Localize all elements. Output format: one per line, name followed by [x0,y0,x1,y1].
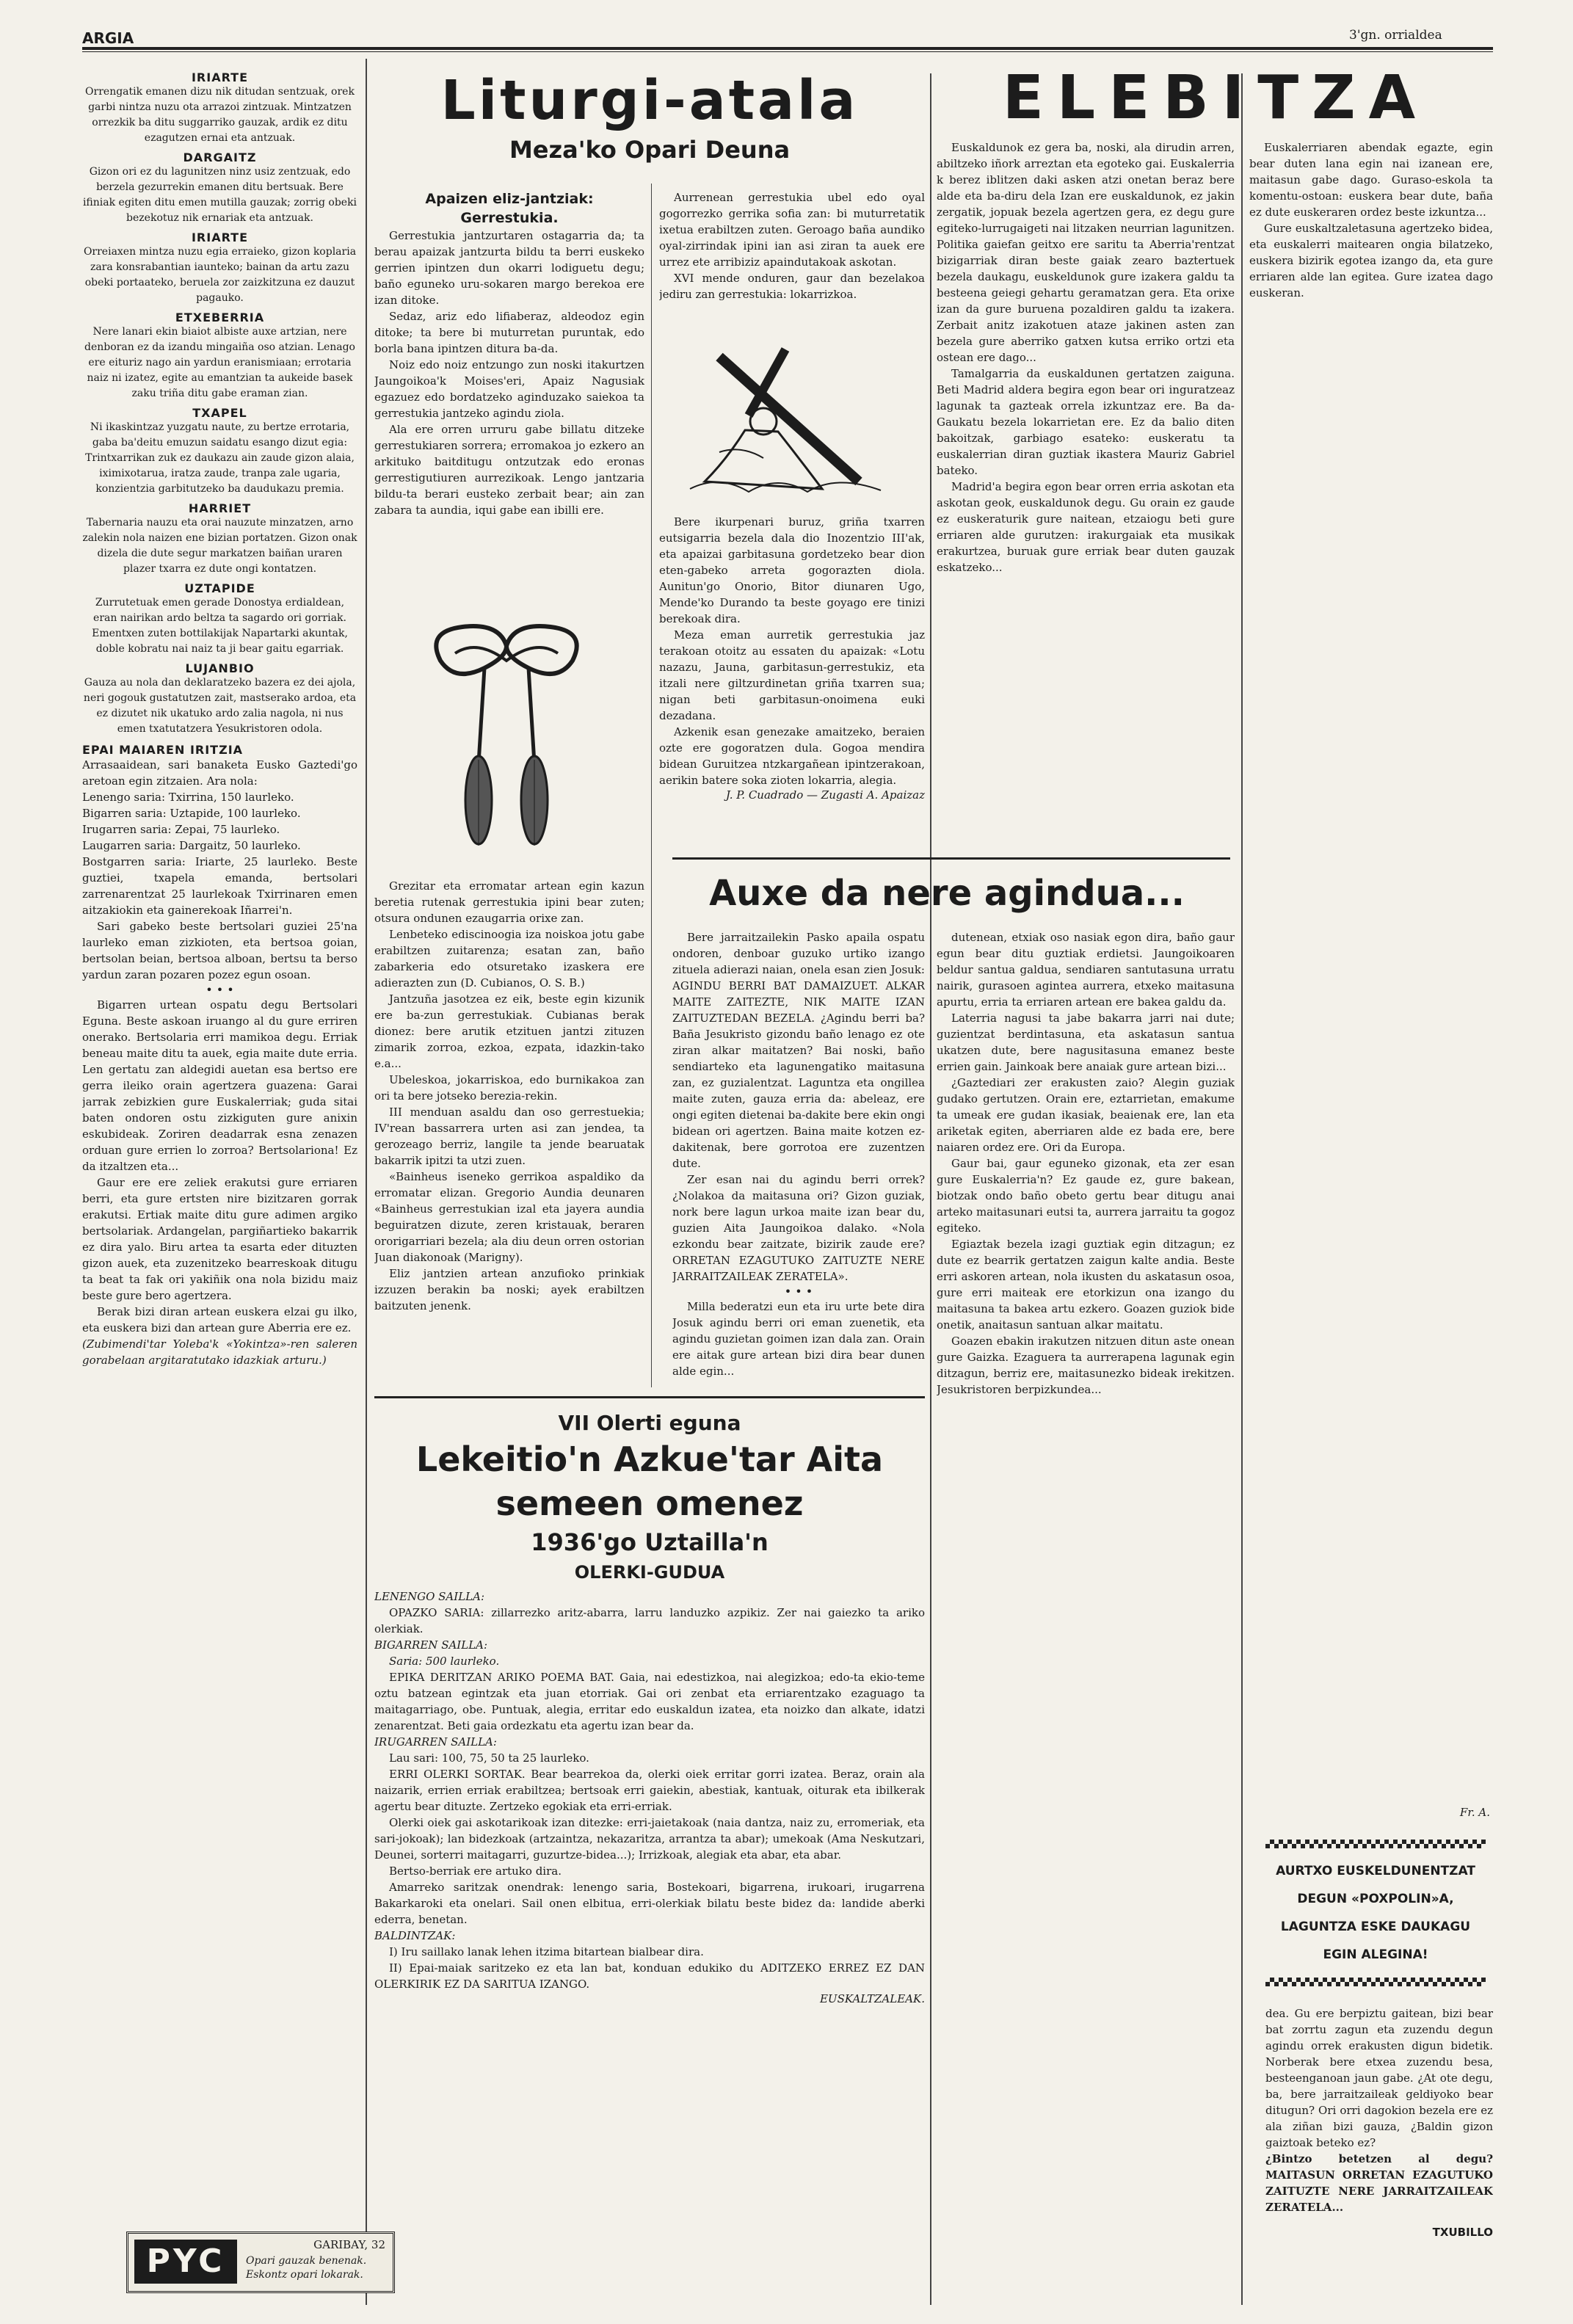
paragraph: Lau sari: 100, 75, 50 ta 25 laurleko. [389,1751,589,1765]
inner-divider [651,184,652,1387]
liturgi-title: Liturgi-atala [440,69,859,132]
paragraph: dutenean, etxiak oso nasiak egon dira, baño gaur egun bear ditu guztiak erdietsi. Jaungoikoaren beldur santua galdua, sendiaren santutasuna urratu nairik, gurasoen agintea aurrera, etxeko maitasuna apurtu, erria ta erriaren artean ere bakea galdu da. [937,931,1235,1009]
elebitza-section [937,62,1494,135]
paragraph: Grezitar eta erromatar artean egin kazun beretia rutenak gerrestukia ipini bear zuten; otsura ondunen ezaugarria orixe zan. [374,879,644,925]
checker-border-bottom [1265,1978,1486,1986]
paragraph: Olerki oiek gai askotarikoak izan ditezke: erri-jaietakoak (naia dantza, naiz zu, erromeriak, eta sari-jokoak); lan bidezkoak (artzaintza, nekazaritza, arrantza ta abar); umekoak (Ama Neskutzari, Deunei, sorterri maitagarri, guzurtze-bidea...); Irrizkoak, alegiak eta abar, eta abar. [374,1816,925,1862]
header-right: 3'gn. orrialdea [1349,28,1442,43]
signature: Fr. A. [1459,1806,1490,1819]
section-heading: IRIARTE [191,70,249,84]
paragraph: Ubeleskoa, jokarriskoa, edo burnikakoa zan ori ta bere jotseko berezia-rekin. [374,1073,644,1103]
header-left: ARGIA [82,29,134,47]
pyc-advertisement[interactable] [126,2232,395,2293]
verse: Gizon ori ez du lagunitzen ninz usiz zentzuak, edo berzela gezurrekin emanen ditu bertsuak. Bere ifiniak egiten ditu emen mutilla gauzak; zorrig obeki bezekotuz nik ernariak eta antzuak. [82,166,357,224]
paragraph: Bere ikurpenari buruz, griña txarren eutsigarria bezela dala dio Inozentzio III'ak, eta apaizai garbitasuna gordetzeko bear dion eten-gabeko arreta gogorazten diola. Aunitun'go Onorio, Bitor diunaren Ugo, Mende'ko Durando ta beste goyago ere tinizi berekoak dira. [659,515,925,625]
section-heading: EPAI MAIAREN IRITZIA [82,743,244,757]
pyc-logo: PYC [134,2240,237,2284]
paragraph: Saria: 500 laurleko. [389,1655,500,1668]
paragraph: Zer esan nai du agindu berri orrek? ¿Nolakoa da maitasuna ori? Gizon guziak, nork bere lagun urkoa maite izan bear du, guzien Aita Jaungoikoa dalako. «Nola ezkondu bear zaitzate, bizirik zaude ere? ORRETAN EZAGUTUKO ZAITUZTE NERE JARRAITZAILEAK ZERATELA». [672,1173,925,1283]
paragraph: Eliz jantzien artean anzufioko prinkiak izzuzen berakin ba noski; ayek erabiltzen baitzuten jenenk. [374,1267,644,1312]
appeal-line: DEGUN «POXPOLIN»A, [1297,1892,1454,1906]
subheading: BIGARREN SAILLA: [374,1638,488,1652]
paragraph: Egiaztak bezela izagi guztiak egin ditzagun; ez dute ez bearrik gertatzen zaigun kalte andia. Beste erri askoren artean, nola ikusten du askatasun osoa, gure erri maiteak ere etorkizun ona izango du maitasuna ta bakea artu ezkero. Goazen guziok bide onetik, anaitasun santuan alkar maitatu. [937,1238,1235,1332]
credit-note: (Zubimendi'tar Yoleba'k «Yokintza»-ren saleren gorabelaan argitaratutako idazkiak arturu.) [82,1337,357,1367]
paragraph: Bere jarraitzailekin Pasko apaila ospatu ondoren, denboar guzuko urtiko izango zituela adierazi naian, onela esan zien Josuk: AGINDU BERRI BAT DAMAIZUET. ALKAR MAITE ZAITEZTE, NIK MAITE IZAN ZAITUZTEDAN BEZELA. ¿Agindu berri ba? Baña Jesukristo gizondu baño lenago ez ote ziran alkar maitatzen? Bai noski, baño sendiarteko eta lagunengatiko maitasuna zan, ez guzialentzat. Laguntza eta ongillea maite zuten, gauza erria da: abeleaz, ere ongi egiten dietenai ba-dakite bere ekin ongi bidean ori agertzen. Baina maite kotzen ez-dakitenak, bere gorrotoa ere zuzentzen dute. [672,931,925,1170]
section-rule [374,1396,925,1398]
section-heading: IRIARTE [191,230,249,244]
liturgi-col-b-bottom [659,514,925,802]
paragraph: I) Iru saillako lanak lehen itzima bitartean bialbear dira. [389,1945,704,1958]
paragraph: EPIKA DERITZAN ARIKO POEMA BAT. Gaia, nai edestizkoa, nai alegizkoa; edo-ta ekio-teme oztu batzean egintzak eta juan etorriak. Gai ori zenbat eta erriarentzako ezaguago ta maitagarriago, obe. Puntuak, alegia, erritar edo euskaldun izatea, eta noizko dan alkate, idatzi zenarentzat. Beti gaia ordezkatu eta agertu izan bear da. [374,1671,925,1732]
olerti-section [374,1409,925,2005]
paragraph: III menduan asaldu dan oso gerrestuekia; IV'rean bassarrera urten asi zan jendea, ta gerozeago berriz, langile ta jende bearuatak bakarrik ipitzi ta utzi zuen. [374,1105,644,1167]
paragraph: XVI mende onduren, gaur dan bezelakoa jediru zan gerrestukia: lokarrizkoa. [659,272,925,301]
verse: Tabernaria nauzu eta orai nauzute minzatzen, arno zalekin nola naizen ene bizian portatzen. Gizon onak dizela die dute segur markatzen baiñan uraren plazer txarra ez dute ongi kontatzen. [82,517,357,575]
agindua-col-a [672,929,925,1384]
verse: Orrengatik emanen dizu nik ditudan sentzuak, orek garbi nintza nuzu ota arrazoi zintzuak. Mintzatzen orrezkik ba ditu suggarriko gauzak, ardik ez ditu ezagutzen ernai eta antzuak. [85,86,355,144]
poxpolin-appeal-box [1265,1840,1486,1986]
verse: Zurrutetuak emen gerade Donostya erdialdean, eran nairikan ardo beltza ta sagardo ori gorriak. Ementxen zuten bottilakijak Napartarki akuntak, doble kobratu nai naiz ta ji bear gaitu egarriak. [92,597,348,655]
paragraph: dea. Gu ere berpiztu gaitean, bizi bear bat zorrtu zagun eta zuzendu degun agindu orrek erakusten digun bidetik. Norberak bere etxea zuzendu besa, besteenganoan jaun gabe. ¿At ote degu, ba, bere jarraitzaileak geldiyoko bear ditugun? Ori orri dagokion bezela ere ez ala ziñan bizi gauza, ¿Baldin gizon gaiztoak beteko ez? [1265,2007,1493,2149]
verse: Gauza au nola dan deklaratzeko bazera ez dei ajola, neri gogouk gustatutzen zait, mastserako ardoa, eta ez dizutet nik ukatuko ardo zalia nagola, ni nus emen txatutatzera Yesukristoren odola. [83,677,357,735]
paragraph: Milla bederatzi eun eta iru urte bete dira Josuk agindu berri ori eman zuenetik, eta agindu guzietan goimen izan dala zan. Orain ere aitak gure artean bizi dira bear dunen alde egin... [672,1300,925,1378]
section-heading: TXAPEL [192,406,247,420]
paragraph: Euskalerriaren abendak egazte, egin bear duten lana egin nai izanean ere, maitasun gabe dago. Guraso-eskola ta komentu-ostoan: euskera bear dute, baña ez dute euskeraren ordez beste izkuntza... [1249,141,1493,219]
organizer: EUSKALTZALEAK. [819,1992,925,2005]
section-heading: ETXEBERRIA [175,311,265,324]
olerti-kicker: VII Olerti eguna [558,1411,741,1435]
paragraph: ERRI OLERKI SORTAK. Bear bearrekoa da, olerki oiek erritar gorri izatea. Beraz, orain ala naizarik, errien erriak erabiltzea; bertsoak erri gaiekin, abestiak, kantuak, oiturak eta ibilkerak agertu bear dituzte. Zertzeko egokiak eta erri-erriak. [374,1768,925,1813]
olerti-section-label: OLERKI-GUDUA [574,1562,725,1583]
paragraph: Azkenik esan genezake amaitzeko, beraien ozte ere gogoratzen dula. Gogoa mendira bidean Guruitzea ntzkargañean ipintzerakoan, aerikin batere soka zioten lokarria, alegia. [659,725,925,787]
liturgi-section-head: Apaizen eliz-jantziak: Gerrestukia. [425,191,594,226]
liturgi-col-b [659,189,925,302]
olerti-title-1: Lekeitio'n Azkue'tar Aita [415,1439,884,1479]
paragraph: «Bainheus iseneko gerrikoa aspaldiko da erromatar elizan. Gregorio Aundia deunaren «Bainheus gerrestukian izal eta jayera aundia beguiratzen dizute, zeren kristauak, beraren ororigarriari bezela; ala diu deun orren ostorian Juan diakonoak (Marigny). [374,1170,644,1264]
verse: Orreiaxen mintza nuzu egia erraieko, gizon koplaria zara konsrabantian iaunteko; bainan da artu zazu obeki portaateko, beruela zor zaizkitzuna ez dauzut pagauko. [83,246,357,304]
section-heading: HARRIET [188,501,252,515]
olerti-title-2: semeen omenez [495,1484,804,1523]
subheading: BALDINTZAK: [374,1929,456,1942]
section-heading: UZTAPIDE [184,581,255,595]
paragraph: ¿Bintzo betetzen al degu? MAITASUN ORRETAN EZAGUTUKO ZAITUZTE NERE JARRAITZAILEAK ZERATELA... [1265,2152,1493,2214]
liturgi-col-a [374,189,644,518]
elebitza-title: ELEBITZA [1002,63,1429,133]
signature: J. P. Cuadrado — Zugasti A. Apaizaz [725,788,925,802]
checker-border-top [1265,1840,1486,1848]
prize-item: Irugarren saria: Zepai, 75 laurleko. [82,823,280,836]
ad-address: GARIBAY, 32 [313,2238,385,2251]
prize-item: Bigarren saria: Uztapide, 100 laurleko. [82,807,301,820]
paragraph: Tamalgarria da euskaldunen gertatzen zaiguna. Beti Madrid aldera begira egon bear ori inguratzeaz lagunak ta gazteak orrela izkuntzaz ere. Ba da-Gaukatu bezela lokarrietan ere. Ez da balio diten bakoitzak, garbiago esateko: euskeratu ta euskalerrian diran guztiak ikastera Mauriz Gabriel bateko. [937,367,1235,477]
appeal-line: LAGUNTZA ESKE DAUKAGU [1280,1920,1471,1934]
paragraph: Berak bizi diran artean euskera elzai gu ilko, eta euskera bizi dan artean gure Aberria ere ez. [82,1305,357,1335]
paragraph: Gure euskaltzaletasuna agertzeko bidea, eta euskalerri maitearen ongia bilatzeko, euskera bizirik egotea izango da, eta gure erriaren alde lan egitea. Gure izatea dago euskeran. [1249,222,1493,299]
paragraph: Meza eman aurretik gerrestukia jaz terakoan otoitz au essaten du apaizak: «Lotu nazazu, Jauna, garbitasun-gerrestukiz, eta itzali nere giltzurdinetan griña txarren sua; nigan beti garbitasun-onoimena euki dezadana. [659,628,925,722]
agindua-section [661,868,1233,919]
subheading: IRUGARREN SAILLA: [374,1735,497,1749]
column-divider [366,59,367,2305]
paragraph: Madrid'a begira egon bear orren erria askotan eta askotan geok, euskaldunok degu. Gu orain ez gaude ez euskeraturik gure naitean, etzaiogu beti gure erriaren alde gurutzen: irakurgaiak eta musikak erakurtzea, buruak gure erriak bear duten gauzak eskatzeko... [937,480,1235,574]
paragraph: Lenbeteko ediscinoogia iza noiskoa jotu gabe erabiltzen zuitarenza; esatan zan, baño zabarkeria edo otsuretako izaskera ere adierazten zun (D. Cubianos, O. S. B.) [374,928,644,989]
appeal-line: AURTXO EUSKELDUNENTZAT [1276,1864,1475,1878]
paragraph: Sari gabeko beste bertsolari guziei 25'na laurleko eman zizkioten, eta bertsoa goian, bertsolan beian, bertsoa alboan, bertsu ta berso yardun zaran pozaren pozez egun osoan. [82,920,357,981]
separator-stars: • • • [206,983,234,997]
paragraph: Euskaldunok ez gera ba, noski, ala dirudin arren, abiltzeko iñork arreztan eta egoteko gai. Euskalerria k berez iblitzen daki asken atzi onetan beraz bere alde eta ba-diru dela Izan ere euskaldunok, ez jakin zergatik, jopuak bezela agertzen gera, ez degu gure egiteko-lurrugaigeti nai litzaken neurrian lagunitzen. Politika gaiefan geitxo ere saritu ta Aberria'rentzat bizigarriak diran beste gaiak zearo baztertuek bezela daukagu, euskeldunok gure izakera galdu ta besteena geiegi gehartu geramatzan gera. Eta orixe izan da gure buruena pozaldiren galdu ta izakera. Zerbait anitz izakotuen ataze jakinen asten zan bezela gure aberriko gatxen kutsa erriko ortzi eta ostean ere dago... [937,141,1235,364]
liturgi-subtitle: Meza'ko Opari Deuna [509,136,791,164]
paragraph: Noiz edo noiz entzungo zun noski itakurtzen Jaungoikoa'k Moises'eri, Apaiz Nagusiak egazuez edo bordatzeko aginduzako saiekoa ta gerrestukia jantzeko agindu ziola. [374,358,644,420]
liturgi-section [374,68,925,164]
bertsolari-column [82,70,357,1368]
paragraph: Bertso-berriak ere artuko dira. [389,1864,562,1878]
paragraph: OPAZKO SARIA: zillarrezko aritz-abarra, larru landuzko azpikiz. Zer nai gaiezko ta ariko olerkiak. [374,1606,925,1635]
paragraph: Ala ere orren urruru gabe billatu ditzeke gerrestukiaren sorrera; erromakoa jo ezkero an arkituko baitditugu ontzutzak edo eronas gerrestigutiuren aurrezikoak. Lengo jantzaria bildu-ta berari eusteko zerbait bear; ain zan zabara ta aundia, iqui gabe ean ibilli ere. [374,423,644,517]
paragraph: Bostgarren saria: Iriarte, 25 laurleko. Beste guztiei, txapela emanda, bertsolari zarrenarentzat 25 laurlekoak Txirrinaren emen aitzakiokin eta gainerekoak Iñarrei'n. [82,855,357,917]
column-divider [1241,73,1243,2305]
elebitza-col-b [1249,139,1493,1608]
paragraph: Gaur bai, gaur eguneko gizonak, eta zer esan gure Euskalerria'n? Ez gaude ez, gure bakean, biotzak ondo baño obeto gertu bear ditugu anai arteko maitasunari eutsi ta, aurrera jarraitu ta gogoz egiteko. [937,1157,1235,1235]
paragraph: Amarreko saritzak onendrak: lenengo saria, Bostekoari, bigarrena, irukoari, irugarrena Bakarkaroki eta onelari. Sail onen elbitua, erri-olerkiak bilatu beste bidez da: landide aberki ederra, benetan. [374,1881,925,1926]
separator-stars: • • • [784,1285,813,1299]
verse: Ni ikaskintzaz yuzgatu naute, zu bertze errotaria, gaba ba'deitu emuzun saidatu esango dizut egia: Trintxarrikan zuk ez daukazu ain zaude gizon alaia, iximixotarua, iratza zaude, tranpa zale ugaria, konzientzia garbitutzeko ba daudukazu premia. [85,421,355,495]
subheading: LENENGO SAILLA: [374,1590,484,1603]
paragraph: Gaur ere ere zeliek erakutsi gure erriaren berri, eta gure ertsten nire bizitzaren gorrak erakutsi. Ertiak maite ditu gure adimen argiko bertsolariak. Ardangelan, pargiñartieko bakarrik ez dira yalo. Biru artea ta esarta eder dituzten gizon auek, eta zuzenitzeko bearreskoak ditugu ta beat ta fak ori yakiñik ona nola bizidu maiz beste gure bero agertzera. [82,1176,357,1302]
agindua-continuation [1265,2005,1493,2239]
cincture-illustration [411,617,602,866]
paragraph: Aurrenean gerrestukia ubel edo oyal gogorrezko gerrika sofia zan: bi muturretatik ixetua erabiltzen zuten. Geroago baña aundiko oyal-zirrindak ipini ian asi ziran ta auek ere urrez ete arribiziz apaindutakoak askotan. [659,191,925,269]
prize-item: Laugarren saria: Dargaitz, 50 laurleko. [82,839,301,852]
agindua-col-b [937,929,1235,2287]
section-heading: LUJANBIO [185,661,255,675]
agindua-title: Auxe da nere agindua... [709,873,1185,914]
section-heading: DARGAITZ [183,150,257,164]
paragraph: II) Epai-maiak saritzeko ez eta lan bat, konduan edukiko du ADITZEKO ERREZ EZ DAN OLERKIRIK EZ DA SARITUA IZANGO. [374,1961,925,1991]
prize-item: Lenengo saria: Txirrina, 150 laurleko. [82,791,294,804]
verse: Nere lanari ekin biaiot albiste auxe artzian, nere denboran ez da izandu mingaiña oso atzian. Lenago ere eituriz nago ain yardun eranismiaan; errotaria naiz ni izatez, egite au emantzian ta aukeide basek zaku triña ditu gabe eraman zian. [84,326,355,399]
elebitza-col-a [937,139,1235,851]
paragraph: Laterria nagusi ta jabe bakarra jarri nai dute; guzientzat berdintasuna, eta askatasun santua ukatzen dute, bere nagusitasuna emanez beste errien gain. Jainkoak bere anaiak gure artean bizi... [937,1012,1235,1073]
christ-carrying-cross-illustration [675,335,896,508]
paragraph: ¿Gaztediari zer erakusten zaio? Alegin guziak gudako gertutzen. Orain ere, eztarrietan, emakume ta umeak ere gudan ikasiak, beaienak ere, lan eta ariketak egiten, aberriaren alde ez bada ere, bere naiaren ordez ere. Ori da Europa. [937,1076,1235,1154]
liturgi-col-a-bottom [374,878,644,1314]
ad-text: Opari gauzak benenak. Eskontz opari lokarak. [246,2255,367,2281]
signature: TXUBILLO [1432,2226,1493,2239]
header-rule [82,47,1493,50]
column-divider [930,73,931,2305]
paragraph: Arrasaaidean, sari banaketa Eusko Gaztedi'go aretoan egin zitzaien. Ara nola: [82,758,357,788]
section-rule [672,857,1230,860]
olerti-date: 1936'go Uztailla'n [531,1528,769,1556]
paragraph: Goazen ebakin irakutzen nitzuen ditun aste onean gure Gaizka. Ezaguera ta aurrerapena lagunak egin ditzagun, berriz ere, maitasunezko bideak irekitzen. Jesukristoren berpizkundea... [937,1335,1235,1396]
paragraph: Jantzuña jasotzea ez eik, beste egin kizunik ere ba-zun gerrestukiak. Cubianas berak dionez: bere arutik etzituen jantzi zituzen zimarik zorroa, ezkoa, ezpata, idazkin-tako e.a... [374,992,644,1070]
header-rule-thin [82,51,1493,52]
paragraph: Sedaz, ariz edo lifiaberaz, aldeodoz egin ditoke; ta bere bi muturretan puruntak, edo borla bana ipintzen ditura ba-da. [374,310,644,355]
appeal-line: EGIN ALEGINA! [1323,1947,1428,1962]
paragraph: Bigarren urtean ospatu degu Bertsolari Eguna. Beste askoan iruango al du gure erriren onerako. Bertsolaria erri mamikoa degu. Erriak beneau maite ditu ta auek, egia maite dute erria. Len gertatu zan aldegidi auetan esa bertso ere gerra ileiko orain agertzera guazena: Garai jarrak zebizkien gure Euskalerriak; guda sitai baten ondoren ostu zizkiguten gure anixin eskubideak. Zoriren deadarrak esna zenazen orduan gure errien lo zorroa? Bertsolariona! Ez da itzaltzen eta... [82,998,357,1173]
paragraph: Gerrestukia jantzurtaren ostagarria da; ta berau apaizak jantzurta bildu ta berri euskeko gerrien ipintzen dun okarri lodiguetu degu; baño eguneko uru-sokaren margo berekoa ere izan ditoke. [374,229,644,307]
